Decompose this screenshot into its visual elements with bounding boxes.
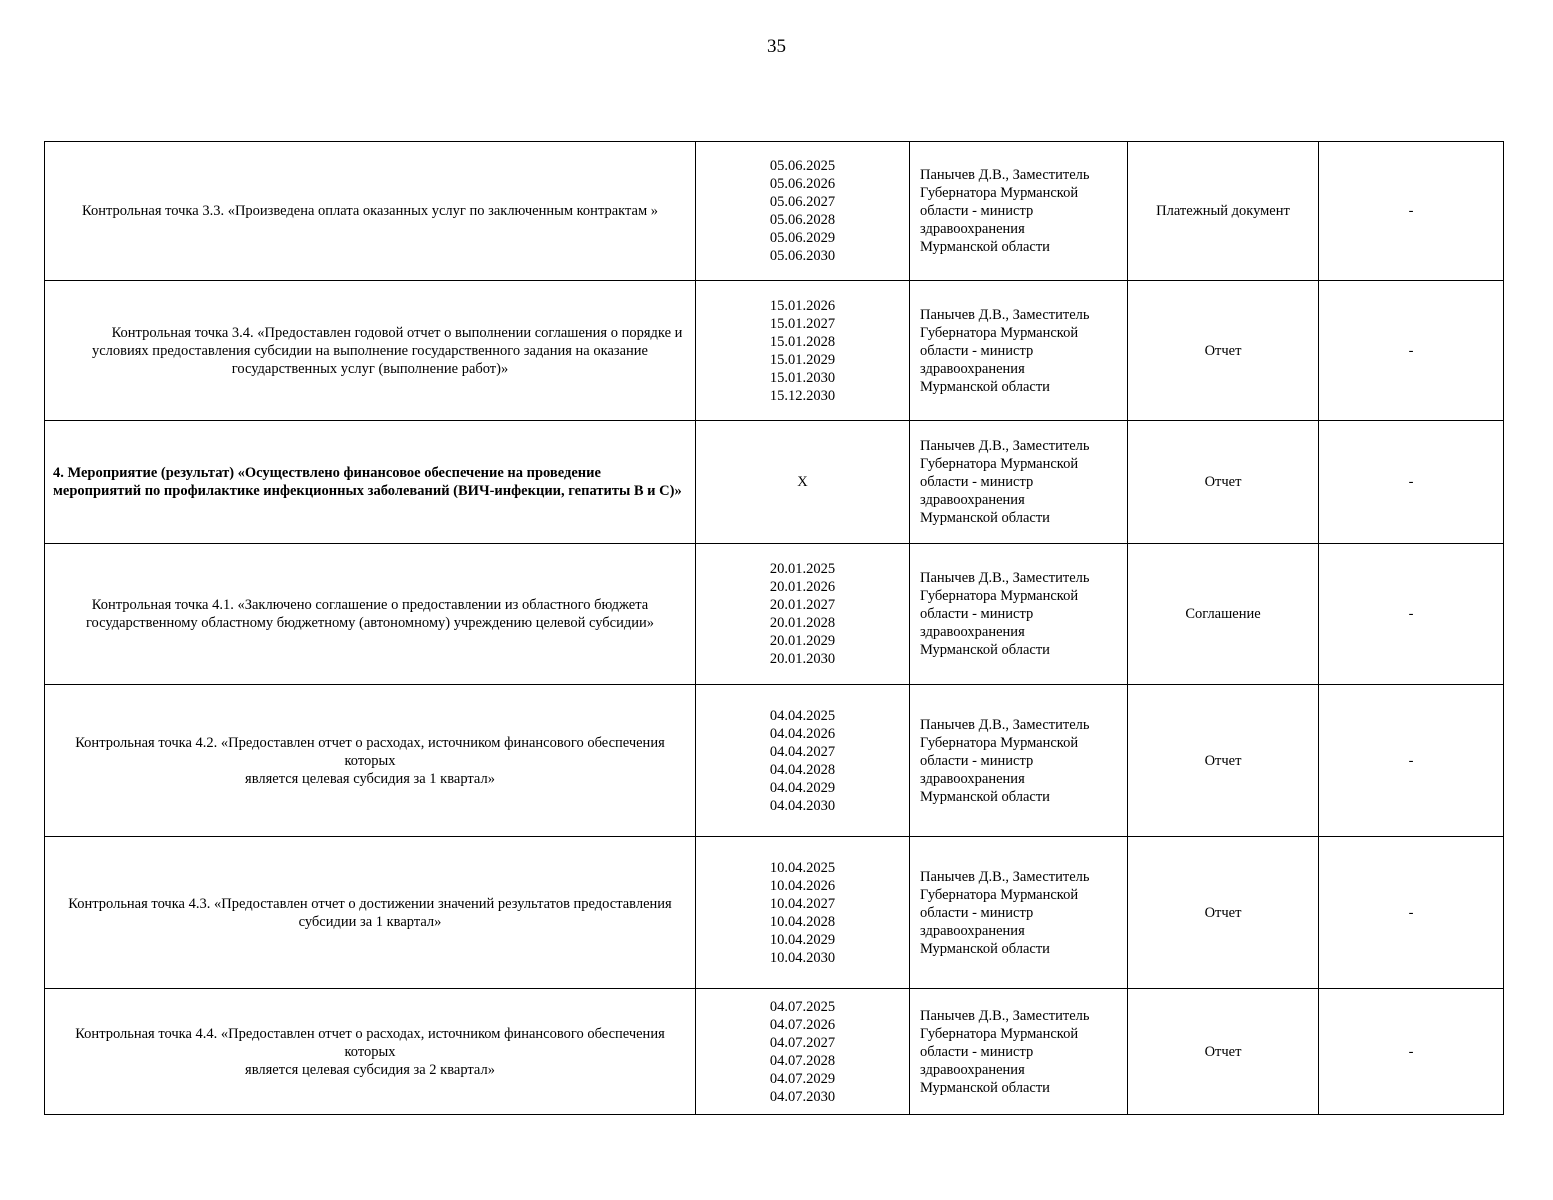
- deadline-date: 04.04.2025: [769, 707, 836, 724]
- deadline-date: 05.06.2027: [769, 194, 836, 210]
- responsible-person: Панычев Д.В., Заместитель Губернатора Мурманской области - министр здравоохранения Мурманской области: [910, 685, 1128, 837]
- table-row: [45, 421, 1504, 544]
- note-cell: -: [1319, 421, 1504, 544]
- responsible-person: Панычев Д.В., Заместитель Губернатора Мурманской области - министр здравоохранения Мурманской области: [910, 544, 1128, 685]
- deadline-date: 20.01.2028: [769, 615, 836, 631]
- note-cell: -: [1319, 685, 1504, 837]
- deadline-date: 05.06.2026: [769, 176, 836, 192]
- deadline-date: 10.04.2030: [769, 949, 836, 966]
- control-point-name: Контрольная точка 4.4. «Предоставлен отчет о расходах, источником финансового обеспечения которых является целевая субсидия за 2 квартал»: [45, 989, 696, 1115]
- table-row: [45, 989, 1504, 1115]
- responsible-person: Панычев Д.В., Заместитель Губернатора Мурманской области - министр здравоохранения Мурманской области: [910, 989, 1128, 1115]
- deadline-dates: [696, 421, 910, 544]
- deadline-date: 05.06.2028: [769, 212, 836, 228]
- deadline-date: 15.01.2028: [769, 333, 836, 350]
- deadline-dates: [696, 281, 910, 421]
- document-type: Соглашение: [1128, 544, 1319, 685]
- deadline-date: 20.01.2025: [769, 561, 836, 577]
- deadline-date: 10.04.2028: [769, 913, 836, 930]
- deadline-date: 15.01.2027: [769, 315, 836, 332]
- table-row: [45, 281, 1504, 421]
- deadline-date: 04.04.2029: [769, 779, 836, 796]
- document-type: Отчет: [1128, 421, 1319, 544]
- control-point-name: Контрольная точка 4.2. «Предоставлен отчет о расходах, источником финансового обеспечения которых является целевая субсидия за 1 квартал»: [45, 685, 696, 837]
- deadline-date: 04.07.2029: [769, 1070, 836, 1087]
- responsible-person: Панычев Д.В., Заместитель Губернатора Мурманской области - министр здравоохранения Мурманской области: [910, 837, 1128, 989]
- responsible-person: Панычев Д.В., Заместитель Губернатора Мурманской области - министр здравоохранения Мурманской области: [910, 142, 1128, 281]
- page-number: 35: [767, 36, 786, 57]
- note-cell: -: [1319, 989, 1504, 1115]
- table-row: [45, 544, 1504, 685]
- deadline-date: 04.04.2027: [769, 743, 836, 760]
- deadline-date: 04.07.2026: [769, 1016, 836, 1033]
- deadline-date: 04.07.2030: [769, 1088, 836, 1105]
- deadline-dates: [696, 685, 910, 837]
- deadline-date: Х: [797, 474, 808, 490]
- activity-name: 4. Мероприятие (результат) «Осуществлено финансовое обеспечение на проведение мероприятий по профилактике инфекционных заболеваний (ВИЧ-инфекции, гепатиты В и С)»: [45, 421, 696, 544]
- document-type: Платежный документ: [1128, 142, 1319, 281]
- table-row: [45, 685, 1504, 837]
- control-point-name: Контрольная точка 3.4. «Предоставлен годовой отчет о выполнении соглашения о порядке и условиях предоставления субсидии на выполнение государственного задания на оказание государственных услуг (выполнение работ)»: [45, 281, 696, 421]
- deadline-date: 20.01.2029: [769, 633, 836, 649]
- responsible-person: Панычев Д.В., Заместитель Губернатора Мурманской области - министр здравоохранения Мурманской области: [910, 281, 1128, 421]
- document-type: Отчет: [1128, 685, 1319, 837]
- document-type: Отчет: [1128, 281, 1319, 421]
- deadline-date: 04.04.2030: [769, 797, 836, 814]
- deadline-date: 20.01.2030: [769, 651, 836, 667]
- deadline-date: 15.01.2029: [769, 351, 836, 368]
- deadline-date: 05.06.2030: [769, 248, 836, 264]
- deadline-dates: [696, 142, 910, 281]
- table-row: [45, 142, 1504, 281]
- note-cell: -: [1319, 544, 1504, 685]
- note-cell: -: [1319, 281, 1504, 421]
- deadline-date: 05.06.2025: [769, 158, 836, 174]
- control-point-name: Контрольная точка 3.3. «Произведена оплата оказанных услуг по заключенным контрактам »: [45, 142, 696, 281]
- deadline-date: 10.04.2026: [769, 877, 836, 894]
- deadline-date: 15.01.2026: [769, 297, 836, 314]
- deadline-date: 04.04.2026: [769, 725, 836, 742]
- note-cell: -: [1319, 837, 1504, 989]
- deadline-date: 20.01.2026: [769, 579, 836, 595]
- deadline-date: 15.01.2030: [769, 369, 836, 386]
- deadline-dates: [696, 989, 910, 1115]
- deadline-date: 04.07.2025: [769, 998, 836, 1015]
- note-cell: -: [1319, 142, 1504, 281]
- control-points-table: [44, 141, 1504, 1115]
- deadline-date: 20.01.2027: [769, 597, 836, 613]
- document-type: Отчет: [1128, 989, 1319, 1115]
- table-row: [45, 837, 1504, 989]
- deadline-date: 10.04.2027: [769, 895, 836, 912]
- deadline-date: 10.04.2029: [769, 931, 836, 948]
- deadline-date: 15.12.2030: [769, 387, 836, 404]
- responsible-person: Панычев Д.В., Заместитель Губернатора Мурманской области - министр здравоохранения Мурманской области: [910, 421, 1128, 544]
- deadline-date: 10.04.2025: [769, 859, 836, 876]
- deadline-date: 04.07.2028: [769, 1052, 836, 1069]
- control-point-name: Контрольная точка 4.3. «Предоставлен отчет о достижении значений результатов предоставления субсидии за 1 квартал»: [45, 837, 696, 989]
- control-point-name: Контрольная точка 4.1. «Заключено соглашение о предоставлении из областного бюджета государственному областному бюджетному (автономному) учреждению целевой субсидии»: [45, 544, 696, 685]
- deadline-date: 04.07.2027: [769, 1034, 836, 1051]
- deadline-date: 04.04.2028: [769, 761, 836, 778]
- document-type: Отчет: [1128, 837, 1319, 989]
- deadline-date: 05.06.2029: [769, 230, 836, 246]
- deadline-dates: [696, 837, 910, 989]
- deadline-dates: [696, 544, 910, 685]
